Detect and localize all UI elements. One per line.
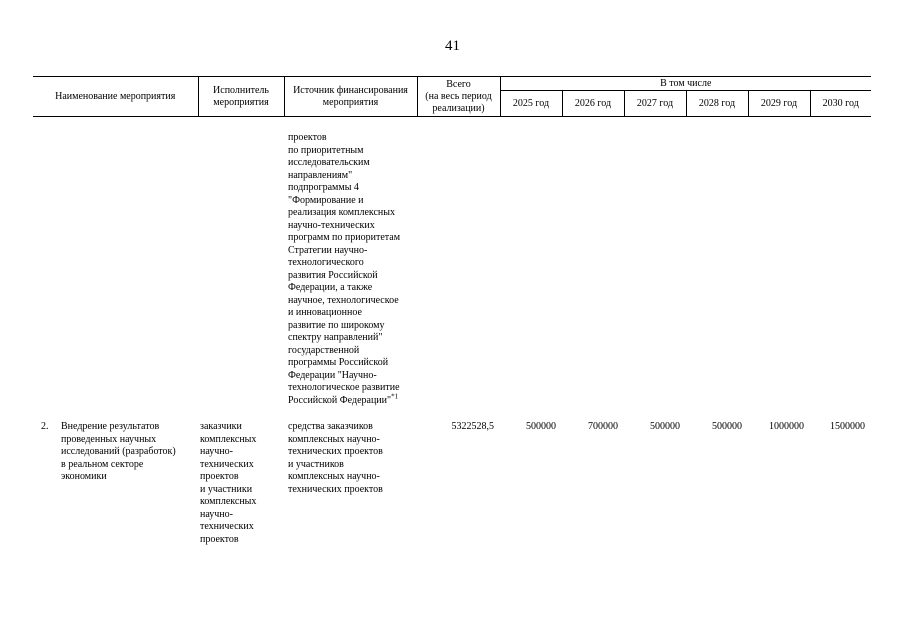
year-value-cell: 1500000 [830,421,866,432]
header-year: 2030 год [810,91,871,117]
activity-name: Внедрение результатов проведенных научных исследований (разработок) в реальном секторе экономики [61,421,176,482]
header-name: Наименование мероприятия [33,77,198,117]
header-year: 2027 год [624,91,686,117]
header-in-total: В том числе [500,77,871,91]
page-number: 41 [445,38,460,54]
header-source: Источник финансирования мероприятия [284,77,417,117]
header-year: 2025 год [500,91,562,117]
header-year: 2028 год [686,91,748,117]
total-cell: 5322528,5 [451,421,494,432]
year-value-cell: 1000000 [769,421,804,432]
year-value-cell: 500000 [526,421,556,432]
activity-cell [33,421,198,546]
footnote-mark: *1 [391,392,399,401]
table-row [33,421,871,546]
source-cell: средства заказчиков комплексных научно- технических проектов и участников комплексных научно- технических проектов [288,421,383,495]
header-total: Всего (на весь период реализации) [417,77,500,117]
header-year: 2026 год [562,91,624,117]
continuation-source-cell [284,132,417,407]
year-value-cell: 500000 [650,421,680,432]
activities-table [33,76,871,546]
header-executor: Исполнитель мероприятия [198,77,284,117]
table-header [33,77,871,117]
executor-cell: заказчики комплексных научно- технических проектов и участники комплексных научно- технических проектов [200,421,257,545]
continuation-source-text: проектов по приоритетным исследовательским направлениям" подпрограммы 4 "Формирование и реализация комплексных научно-технических программ по приоритетам Стратегии научно- технологического развития Российской Федерации, а также научное, технологическое и инновационное развитие по широкому спектру направлений" государственной программы Российской Федерации "Научно- технологическое развитие Российской Федерации" [288,132,401,406]
year-value-cell: 700000 [588,421,618,432]
year-value-cell: 500000 [712,421,742,432]
continuation-row [33,132,871,407]
row-index: 2. [41,421,49,432]
header-year: 2029 год [748,91,810,117]
